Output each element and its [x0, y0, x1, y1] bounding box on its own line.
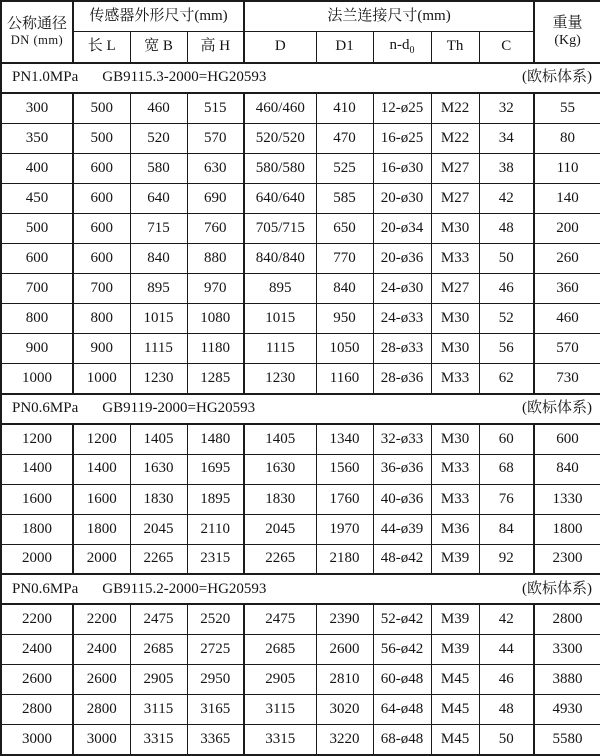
- cell: 60-ø48: [373, 665, 431, 695]
- cell: 20-ø30: [373, 183, 431, 213]
- cell: 3000: [1, 725, 73, 755]
- cell: 1405: [244, 424, 316, 454]
- cell: 2800: [1, 695, 73, 725]
- table-row: [1, 424, 600, 454]
- section-standard-code: GB9115.2-2000=HG20593: [102, 580, 267, 597]
- cell: M39: [431, 544, 479, 574]
- cell: 460/460: [244, 93, 316, 123]
- cell: 4930: [534, 695, 600, 725]
- header-nominal-diameter-unit: DN (mm): [10, 33, 64, 48]
- cell: 515: [187, 93, 244, 123]
- table-row: [1, 695, 600, 725]
- cell: M36: [431, 514, 479, 544]
- cell: 2725: [187, 634, 244, 664]
- section-row: [1, 574, 600, 604]
- cell: 1180: [187, 334, 244, 364]
- header-sensor-dimensions-group: 传感器外形尺寸(mm): [73, 1, 244, 31]
- table-row: [1, 274, 600, 304]
- cell: 1015: [130, 304, 187, 334]
- cell: 1230: [244, 364, 316, 394]
- table-row: [1, 123, 600, 153]
- cell: 3000: [73, 725, 130, 755]
- cell: 450: [1, 183, 73, 213]
- cell: 24-ø33: [373, 304, 431, 334]
- cell: M39: [431, 604, 479, 634]
- cell: 705/715: [244, 213, 316, 243]
- cell: 2000: [73, 544, 130, 574]
- cell: 55: [534, 93, 600, 123]
- cell: 12-ø25: [373, 93, 431, 123]
- cell: 46: [479, 665, 534, 695]
- cell: 34: [479, 123, 534, 153]
- section-note: (欧标体系): [522, 69, 593, 86]
- cell: 1600: [1, 484, 73, 514]
- cell: 52: [479, 304, 534, 334]
- header-nominal-diameter-cn: 公称通径: [6, 16, 67, 33]
- table-row: [1, 183, 600, 213]
- cell: 84: [479, 514, 534, 544]
- cell: M30: [431, 334, 479, 364]
- table-row: [1, 665, 600, 695]
- cell: 600: [73, 153, 130, 183]
- cell: M33: [431, 364, 479, 394]
- cell: M33: [431, 243, 479, 273]
- cell: 500: [73, 123, 130, 153]
- cell: 585: [316, 183, 373, 213]
- cell: 2400: [1, 634, 73, 664]
- cell: 3115: [244, 695, 316, 725]
- cell: 840: [316, 274, 373, 304]
- cell: 300: [1, 93, 73, 123]
- cell: 5580: [534, 725, 600, 755]
- cell: 1230: [130, 364, 187, 394]
- cell: 2400: [73, 634, 130, 664]
- cell: 580: [130, 153, 187, 183]
- cell: 38: [479, 153, 534, 183]
- cell: 1200: [73, 424, 130, 454]
- cell: 16-ø25: [373, 123, 431, 153]
- cell: 1340: [316, 424, 373, 454]
- section-standard-code: GB9115.3-2000=HG20593: [102, 69, 267, 86]
- cell: 48-ø42: [373, 544, 431, 574]
- cell: 1800: [73, 514, 130, 544]
- cell: 60: [479, 424, 534, 454]
- cell: 20-ø34: [373, 213, 431, 243]
- header-weight-unit: (Kg): [554, 32, 581, 48]
- cell: 1970: [316, 514, 373, 544]
- table-row: [1, 514, 600, 544]
- table-row: [1, 364, 600, 394]
- cell: 400: [1, 153, 73, 183]
- cell: 2685: [130, 634, 187, 664]
- header-n-d0: $n-d_0$: [373, 31, 431, 63]
- cell: 690: [187, 183, 244, 213]
- cell: 40-ø36: [373, 484, 431, 514]
- cell: 2180: [316, 544, 373, 574]
- cell: 48: [479, 695, 534, 725]
- header-d: D: [244, 31, 316, 63]
- cell: 2390: [316, 604, 373, 634]
- cell: 730: [534, 364, 600, 394]
- cell: 760: [187, 213, 244, 243]
- header-d1: D1: [316, 31, 373, 63]
- cell: 360: [534, 274, 600, 304]
- cell: 700: [1, 274, 73, 304]
- cell: 715: [130, 213, 187, 243]
- cell: 2950: [187, 665, 244, 695]
- cell: M33: [431, 454, 479, 484]
- cell: 2200: [1, 604, 73, 634]
- cell: 50: [479, 725, 534, 755]
- cell: 260: [534, 243, 600, 273]
- table-body: [1, 63, 600, 755]
- cell: M30: [431, 304, 479, 334]
- cell: M30: [431, 424, 479, 454]
- cell: 2200: [73, 604, 130, 634]
- table-row: [1, 243, 600, 273]
- cell: 800: [73, 304, 130, 334]
- cell: 970: [187, 274, 244, 304]
- cell: 3165: [187, 695, 244, 725]
- cell: 32-ø33: [373, 424, 431, 454]
- cell: M33: [431, 484, 479, 514]
- cell: 880: [187, 243, 244, 273]
- header-flange-connection-group: 法兰连接尺寸(mm): [244, 1, 534, 31]
- cell: 80: [534, 123, 600, 153]
- cell: 410: [316, 93, 373, 123]
- table-row: [1, 454, 600, 484]
- table-row: [1, 153, 600, 183]
- table-row: [1, 213, 600, 243]
- cell: M39: [431, 634, 479, 664]
- cell: 68-ø48: [373, 725, 431, 755]
- cell: 3315: [244, 725, 316, 755]
- cell: 1830: [130, 484, 187, 514]
- cell: M30: [431, 213, 479, 243]
- section-pressure-rating: PN0.6MPa: [12, 580, 79, 597]
- cell: 2905: [130, 665, 187, 695]
- cell: 600: [1, 243, 73, 273]
- cell: M22: [431, 93, 479, 123]
- cell: 2045: [130, 514, 187, 544]
- cell: 800: [1, 304, 73, 334]
- cell: 2600: [73, 665, 130, 695]
- cell: 52-ø42: [373, 604, 431, 634]
- cell: 570: [534, 334, 600, 364]
- section-row-cell: [1, 394, 600, 424]
- cell: 2520: [187, 604, 244, 634]
- cell: 840: [534, 454, 600, 484]
- cell: 2265: [244, 544, 316, 574]
- cell: 46: [479, 274, 534, 304]
- cell: 460: [130, 93, 187, 123]
- cell: 470: [316, 123, 373, 153]
- cell: 900: [1, 334, 73, 364]
- header-nominal-diameter: [1, 1, 73, 63]
- cell: 1895: [187, 484, 244, 514]
- cell: 700: [73, 274, 130, 304]
- cell: 600: [73, 243, 130, 273]
- cell: 1160: [316, 364, 373, 394]
- cell: 1600: [73, 484, 130, 514]
- section-standard-code: GB9119-2000=HG20593: [102, 400, 256, 417]
- cell: 3880: [534, 665, 600, 695]
- cell: 1560: [316, 454, 373, 484]
- cell: 500: [73, 93, 130, 123]
- cell: M22: [431, 123, 479, 153]
- section-pressure-rating: PN0.6MPa: [12, 400, 79, 417]
- cell: M45: [431, 695, 479, 725]
- cell: 2905: [244, 665, 316, 695]
- cell: 600: [534, 424, 600, 454]
- cell: 68: [479, 454, 534, 484]
- cell: 1330: [534, 484, 600, 514]
- cell: 3115: [130, 695, 187, 725]
- cell: 900: [73, 334, 130, 364]
- header-height-h: 高 H: [187, 31, 244, 63]
- cell: 1630: [244, 454, 316, 484]
- cell: 56: [479, 334, 534, 364]
- cell: 1080: [187, 304, 244, 334]
- cell: 350: [1, 123, 73, 153]
- cell: 42: [479, 183, 534, 213]
- cell: 1760: [316, 484, 373, 514]
- cell: 840: [130, 243, 187, 273]
- cell: 1000: [73, 364, 130, 394]
- section-row: [1, 63, 600, 93]
- cell: 2000: [1, 544, 73, 574]
- section-note: (欧标体系): [522, 580, 593, 597]
- cell: 460: [534, 304, 600, 334]
- cell: 3220: [316, 725, 373, 755]
- cell: 1200: [1, 424, 73, 454]
- cell: 2045: [244, 514, 316, 544]
- cell: 1015: [244, 304, 316, 334]
- section-row: [1, 394, 600, 424]
- table-row: [1, 544, 600, 574]
- section-row-cell: [1, 574, 600, 604]
- table-row: [1, 725, 600, 755]
- cell: 2800: [73, 695, 130, 725]
- cell: 44: [479, 634, 534, 664]
- table-row: [1, 604, 600, 634]
- cell: 630: [187, 153, 244, 183]
- cell: 1695: [187, 454, 244, 484]
- section-row-cell: [1, 63, 600, 93]
- cell: 48: [479, 213, 534, 243]
- cell: 1115: [130, 334, 187, 364]
- cell: 3315: [130, 725, 187, 755]
- cell: 28-ø33: [373, 334, 431, 364]
- cell: M27: [431, 183, 479, 213]
- cell: 500: [1, 213, 73, 243]
- cell: 895: [130, 274, 187, 304]
- cell: 1115: [244, 334, 316, 364]
- cell: 110: [534, 153, 600, 183]
- cell: 600: [73, 213, 130, 243]
- table-row: [1, 634, 600, 664]
- cell: 44-ø39: [373, 514, 431, 544]
- cell: 1800: [534, 514, 600, 544]
- header-weight-cn: 重量: [552, 15, 583, 32]
- cell: 640/640: [244, 183, 316, 213]
- cell: 92: [479, 544, 534, 574]
- cell: 3365: [187, 725, 244, 755]
- cell: 3020: [316, 695, 373, 725]
- cell: M27: [431, 153, 479, 183]
- cell: 2600: [1, 665, 73, 695]
- cell: 1400: [73, 454, 130, 484]
- cell: 1630: [130, 454, 187, 484]
- table-row: [1, 334, 600, 364]
- cell: 24-ø30: [373, 274, 431, 304]
- cell: 20-ø36: [373, 243, 431, 273]
- cell: M27: [431, 274, 479, 304]
- cell: 3300: [534, 634, 600, 664]
- cell: 770: [316, 243, 373, 273]
- cell: 56-ø42: [373, 634, 431, 664]
- cell: 950: [316, 304, 373, 334]
- cell: M45: [431, 665, 479, 695]
- cell: 200: [534, 213, 600, 243]
- cell: 2600: [316, 634, 373, 664]
- table-row: [1, 93, 600, 123]
- cell: 1050: [316, 334, 373, 364]
- cell: 1800: [1, 514, 73, 544]
- cell: 2475: [130, 604, 187, 634]
- cell: 16-ø30: [373, 153, 431, 183]
- cell: 2810: [316, 665, 373, 695]
- cell: 895: [244, 274, 316, 304]
- cell: 2475: [244, 604, 316, 634]
- header-width-b: 宽 B: [130, 31, 187, 63]
- cell: 640: [130, 183, 187, 213]
- cell: 2265: [130, 544, 187, 574]
- cell: 570: [187, 123, 244, 153]
- cell: 520/520: [244, 123, 316, 153]
- cell: 840/840: [244, 243, 316, 273]
- table-row: [1, 304, 600, 334]
- cell: 1480: [187, 424, 244, 454]
- cell: 1400: [1, 454, 73, 484]
- cell: 600: [73, 183, 130, 213]
- section-pressure-rating: PN1.0MPa: [12, 69, 79, 86]
- cell: 1405: [130, 424, 187, 454]
- cell: M45: [431, 725, 479, 755]
- cell: 580/580: [244, 153, 316, 183]
- header-length-l: 长 L: [73, 31, 130, 63]
- cell: 520: [130, 123, 187, 153]
- cell: 50: [479, 243, 534, 273]
- cell: 64-ø48: [373, 695, 431, 725]
- cell: 32: [479, 93, 534, 123]
- cell: 36-ø36: [373, 454, 431, 484]
- table-row: [1, 484, 600, 514]
- cell: 28-ø36: [373, 364, 431, 394]
- header-th: Th: [431, 31, 479, 63]
- cell: 1000: [1, 364, 73, 394]
- section-note: (欧标体系): [522, 400, 593, 417]
- cell: 76: [479, 484, 534, 514]
- cell: 2685: [244, 634, 316, 664]
- cell: 2800: [534, 604, 600, 634]
- cell: 140: [534, 183, 600, 213]
- table-header: [1, 1, 600, 63]
- header-c: C: [479, 31, 534, 63]
- header-weight: [534, 1, 600, 63]
- cell: 650: [316, 213, 373, 243]
- cell: 2110: [187, 514, 244, 544]
- cell: 1285: [187, 364, 244, 394]
- cell: 42: [479, 604, 534, 634]
- cell: 525: [316, 153, 373, 183]
- cell: 62: [479, 364, 534, 394]
- cell: 2300: [534, 544, 600, 574]
- cell: 1830: [244, 484, 316, 514]
- cell: 2315: [187, 544, 244, 574]
